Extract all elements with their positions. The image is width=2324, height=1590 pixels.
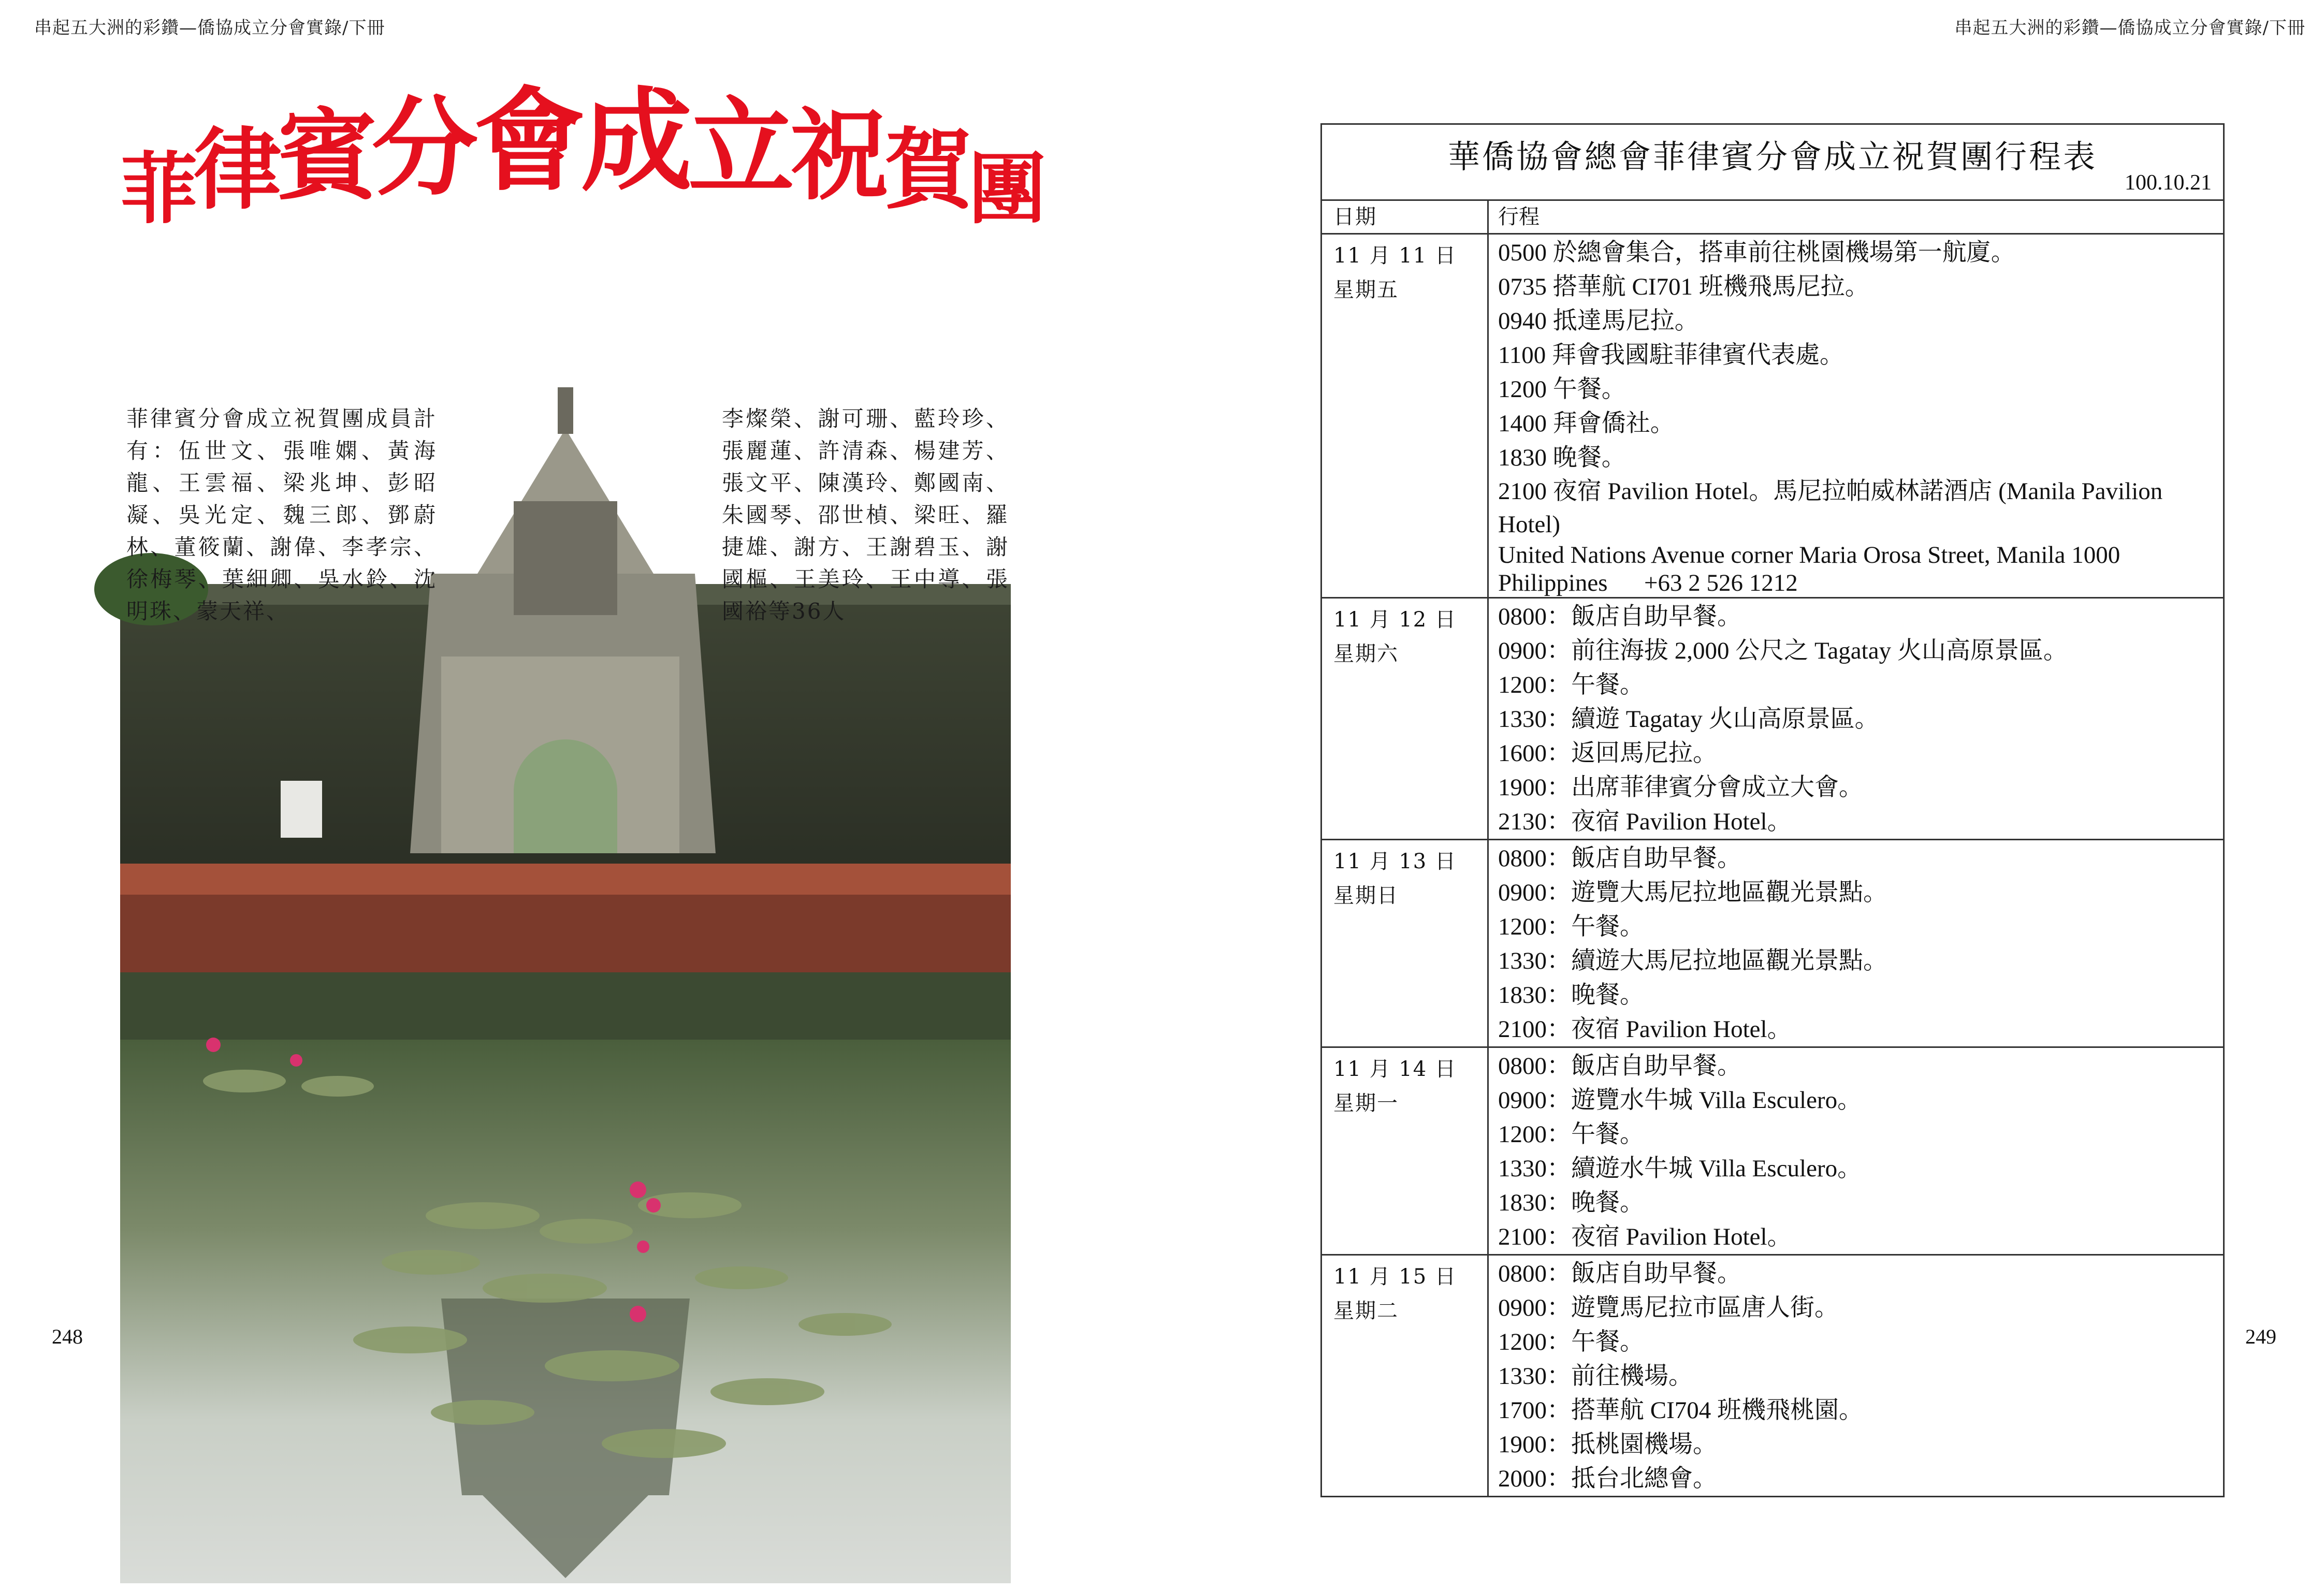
- banner-char: 賀: [884, 119, 969, 222]
- itinerary-item: 0900：遊覽大馬尼拉地區觀光景點。: [1498, 879, 1887, 906]
- member-list-left: 菲律賓分會成立祝賀團成員計有：伍世文、張唯嫻、黃海龍、王雲福、梁兆坤、彭昭凝、吳光定、魏三郎、鄧蔚林、董筱蘭、謝偉、李孝宗、徐梅琴、葉細卿、吳水鈴、沈明珠、蒙天祥、: [126, 406, 437, 624]
- day-weekday: 星期二: [1333, 1299, 1399, 1323]
- itinerary-item: 2100：夜宿 Pavilion Hotel。: [1498, 1223, 1792, 1250]
- itinerary-item: 1830 晚餐。: [1498, 444, 1626, 471]
- table-row: [1322, 599, 2223, 840]
- itinerary-item: 1200：午餐。: [1498, 1329, 1644, 1355]
- table-title: 華僑協會總會菲律賓分會成立祝賀團行程表: [1447, 138, 2097, 176]
- banner-char: 律: [194, 119, 278, 222]
- day-weekday: 星期五: [1333, 278, 1399, 302]
- itinerary-item: 0900：前往海拔 2,000 公尺之 Tagatay 火山高原景區。: [1498, 637, 2068, 664]
- itinerary-item: 2100：夜宿 Pavilion Hotel。: [1498, 1016, 1792, 1043]
- itinerary-item: 1100 拜會我國駐菲律賓代表處。: [1498, 342, 1844, 369]
- day-date: 11 月 15 日: [1333, 1265, 1457, 1289]
- itinerary-item: 0800：飯店自助早餐。: [1498, 603, 1741, 630]
- page-number-right: 249: [2245, 1325, 2276, 1348]
- day-date: 11 月 12 日: [1333, 608, 1457, 632]
- itinerary-item: 1830：晚餐。: [1498, 1189, 1644, 1216]
- table-row: [1322, 1256, 2223, 1496]
- itinerary-item: 0800：飯店自助早餐。: [1498, 845, 1741, 872]
- running-head-right: 串起五大洲的彩鑽—僑協成立分會實錄/下冊: [1954, 18, 2305, 38]
- itinerary-item: 1400 拜會僑社。: [1498, 410, 1675, 437]
- banner-char: 菲: [120, 144, 194, 235]
- hotel-address: United Nations Avenue corner Maria Orosa Street, Manila 1000: [1498, 542, 2120, 568]
- day-weekday: 星期六: [1333, 642, 1399, 666]
- table-date: 100.10.21: [1322, 170, 2223, 201]
- itinerary-item: 0900：遊覽馬尼拉市區唐人街。: [1498, 1294, 1839, 1321]
- itinerary-item: 0900：遊覽水牛城 Villa Esculero。: [1498, 1087, 1862, 1114]
- day-date: 11 月 11 日: [1333, 244, 1457, 268]
- itinerary-item: 1330：前往機場。: [1498, 1363, 1693, 1390]
- itinerary-table: [1320, 123, 2225, 1497]
- table-row: [1322, 840, 2223, 1048]
- day-date: 11 月 14 日: [1333, 1057, 1457, 1081]
- itinerary-item: 0500 於總會集合，搭車前往桃園機場第一航廈。: [1498, 239, 2015, 266]
- banner-char: 成: [581, 76, 689, 206]
- itinerary-item: 1200：午餐。: [1498, 913, 1644, 940]
- fort-santiago-photo: [120, 46, 1042, 1583]
- banner-char: 立: [688, 87, 791, 210]
- day-weekday: 星期一: [1333, 1091, 1399, 1115]
- itinerary-item: 1330：續遊 Tagatay 火山高原景區。: [1498, 706, 1879, 733]
- banner-char: 團: [968, 144, 1042, 235]
- itinerary-item: 1330：續遊大馬尼拉地區觀光景點。: [1498, 947, 1887, 974]
- day-date: 11 月 13 日: [1333, 850, 1457, 873]
- banner-char: 賓: [278, 99, 372, 213]
- banner-char: 會: [474, 76, 582, 206]
- banner-char: 祝: [790, 99, 885, 213]
- itinerary-item: 0735 搭華航 CI701 班機飛馬尼拉。: [1498, 273, 1869, 300]
- member-list-right: 李燦榮、謝可珊、藍玲珍、張麗蓮、許清森、楊建芳、張文平、陳漢玲、鄭國南、朱國琴、邵世楨、梁旺、羅捷雄、謝方、王謝碧玉、謝國樞、王美玲、王中導、張國裕等36人: [722, 406, 1009, 624]
- itinerary-item: 0800：飯店自助早餐。: [1498, 1260, 1741, 1287]
- banner-char: 分: [372, 87, 474, 210]
- hotel-address-phone: Philippines +63 2 526 1212: [1498, 570, 1798, 596]
- running-head-left: 串起五大洲的彩鑽—僑協成立分會實錄/下冊: [34, 18, 385, 38]
- table-row: [1322, 1048, 2223, 1256]
- itinerary-item: 0940 抵達馬尼拉。: [1498, 308, 1699, 334]
- itinerary-item: 2130：夜宿 Pavilion Hotel。: [1498, 808, 1792, 835]
- itinerary-item: 2000：抵台北總會。: [1498, 1465, 1717, 1492]
- itinerary-item: 1900：抵桃園機場。: [1498, 1431, 1717, 1458]
- banner-title: [120, 76, 1042, 235]
- itinerary-item: 1600：返回馬尼拉。: [1498, 740, 1717, 767]
- itinerary-item: 1700：搭華航 CI704 班機飛桃園。: [1498, 1397, 1863, 1424]
- fort-illustration: [120, 46, 1011, 1583]
- header-itinerary: 行程: [1498, 205, 1539, 229]
- itinerary-item: 0800：飯店自助早餐。: [1498, 1053, 1741, 1080]
- header-date: 日期: [1333, 205, 1377, 229]
- itinerary-item: 1830：晚餐。: [1498, 982, 1644, 1009]
- itinerary-item: 1900：出席菲律賓分會成立大會。: [1498, 774, 1863, 801]
- table-row: [1322, 235, 2223, 599]
- itinerary-item: 1200 午餐。: [1498, 376, 1626, 403]
- page-number-left: 248: [52, 1325, 83, 1348]
- itinerary-item: 1200：午餐。: [1498, 1121, 1644, 1148]
- itinerary-item: 1330：續遊水牛城 Villa Esculero。: [1498, 1155, 1862, 1182]
- itinerary-item: 1200：午餐。: [1498, 672, 1644, 698]
- table-header-row: [1322, 201, 2223, 235]
- itinerary-item: 2100 夜宿 Pavilion Hotel。馬尼拉帕威林諾酒店 (Manila Pavilion Hotel): [1498, 478, 2163, 538]
- day-weekday: 星期日: [1333, 884, 1399, 908]
